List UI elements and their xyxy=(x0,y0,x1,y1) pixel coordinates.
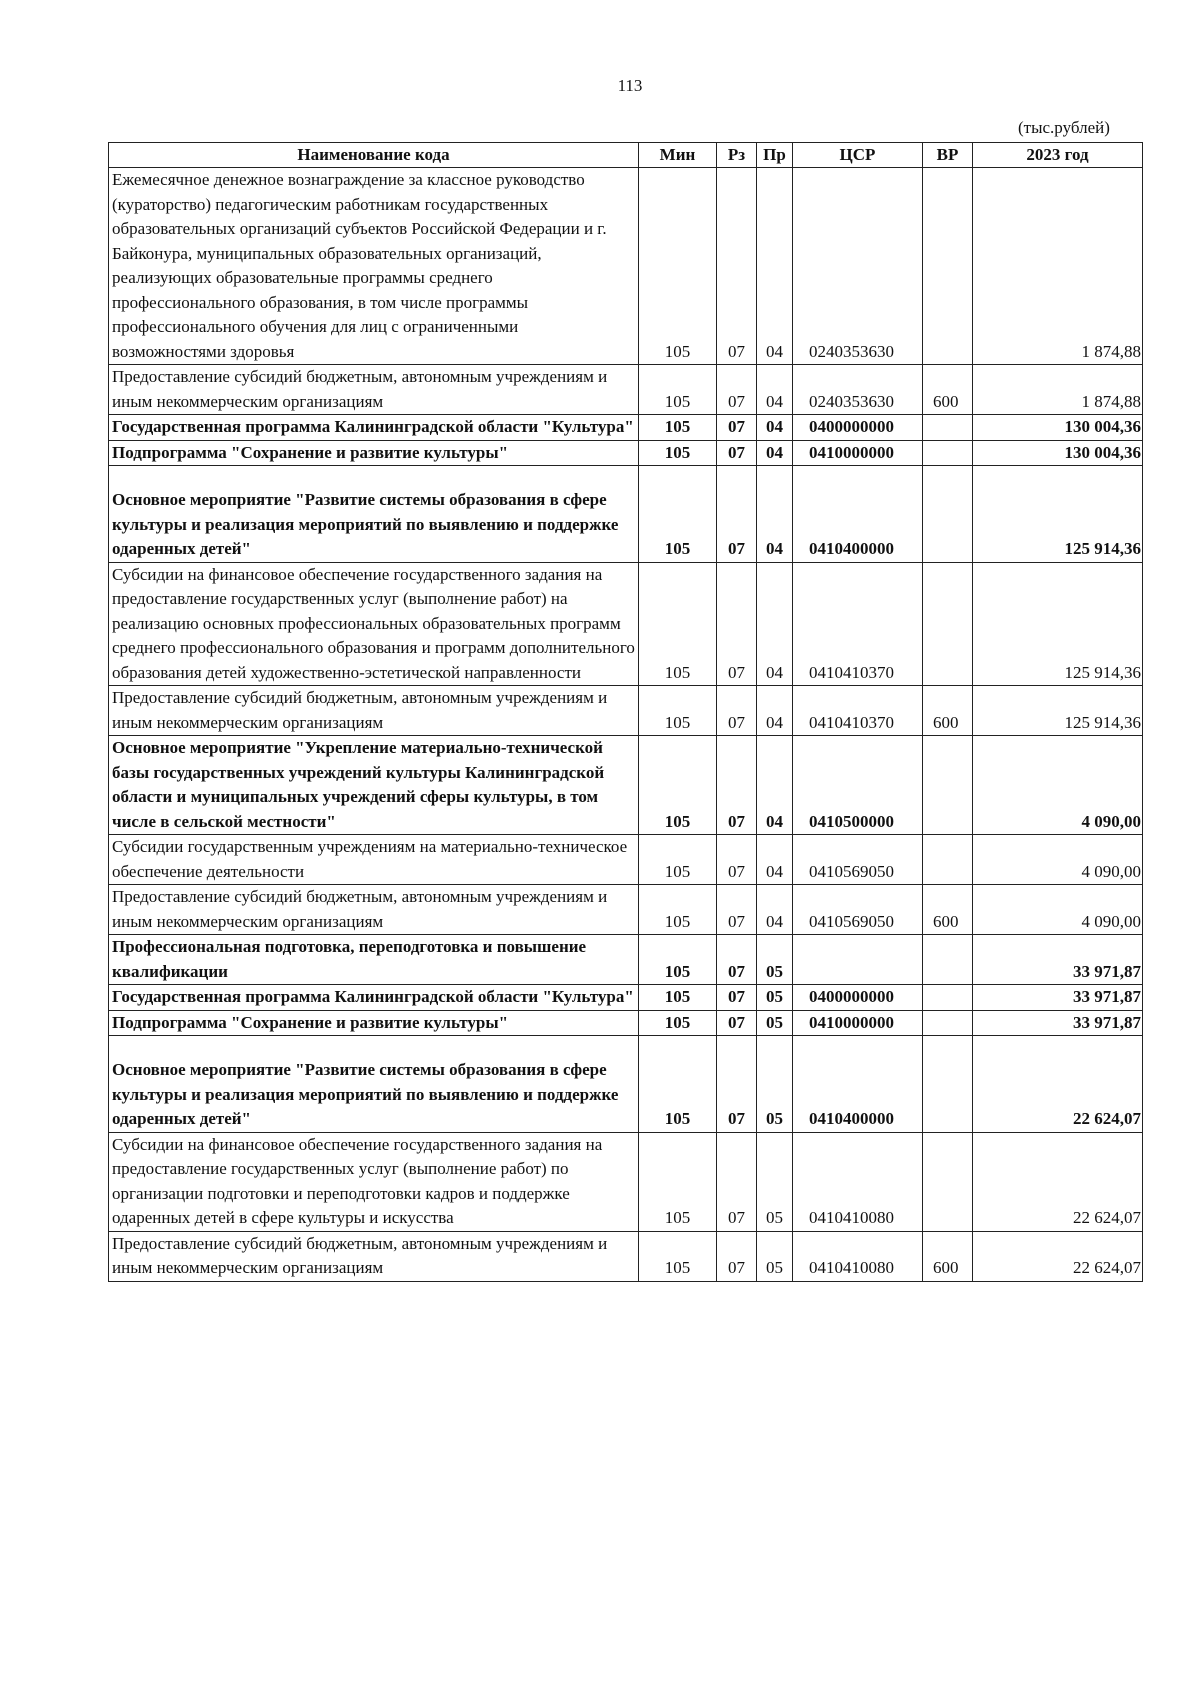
cell-min: 105 xyxy=(639,686,717,736)
page-number: 113 xyxy=(617,76,643,95)
cell-vr xyxy=(923,985,973,1011)
cell-name: Предоставление субсидий бюджетным, автономным учреждениям и иным некоммерческим организациям xyxy=(109,885,639,935)
cell-sum: 33 971,87 xyxy=(973,1010,1143,1036)
cell-sum: 125 914,36 xyxy=(973,466,1143,563)
cell-min: 105 xyxy=(639,835,717,885)
cell-rz: 07 xyxy=(717,1132,757,1231)
cell-rz: 07 xyxy=(717,1036,757,1133)
cell-csr: 0410500000 xyxy=(793,736,923,835)
cell-csr: 0240353630 xyxy=(793,365,923,415)
cell-pr: 05 xyxy=(757,1036,793,1133)
cell-min: 105 xyxy=(639,1010,717,1036)
table-row xyxy=(109,1231,1143,1281)
cell-pr: 04 xyxy=(757,885,793,935)
cell-min: 105 xyxy=(639,466,717,563)
cell-name: Государственная программа Калининградской области "Культура" xyxy=(109,415,639,441)
cell-min: 105 xyxy=(639,365,717,415)
cell-name: Субсидии на финансовое обеспечение государственного задания на предоставление государственных услуг (выполнение работ) на реализацию основных профессиональных образовательных программ среднего профессионального образования и программ дополнительного образования детей художественно-эстетической направленности xyxy=(109,562,639,686)
table-row xyxy=(109,466,1143,563)
cell-min: 105 xyxy=(639,935,717,985)
cell-name: Предоставление субсидий бюджетным, автономным учреждениям и иным некоммерческим организациям xyxy=(109,686,639,736)
cell-min: 105 xyxy=(639,415,717,441)
cell-csr: 0240353630 xyxy=(793,168,923,365)
cell-min: 105 xyxy=(639,1132,717,1231)
cell-vr xyxy=(923,1132,973,1231)
cell-name: Государственная программа Калининградской области "Культура" xyxy=(109,985,639,1011)
cell-name: Ежемесячное денежное вознаграждение за классное руководство (кураторство) педагогическим работникам государственных образовательных организаций субъектов Российской Федерации и г. Байконура, муниципальных образовательных организаций, реализующих образовательные программы среднего профессионального образования, в том числе программы профессионального обучения для лиц с ограниченными возможностями здоровья xyxy=(109,168,639,365)
cell-name: Субсидии государственным учреждениям на материально-техническое обеспечение деятельности xyxy=(109,835,639,885)
table-row xyxy=(109,1010,1143,1036)
cell-min: 105 xyxy=(639,985,717,1011)
cell-sum: 33 971,87 xyxy=(973,935,1143,985)
cell-rz: 07 xyxy=(717,985,757,1011)
table-row xyxy=(109,935,1143,985)
header-min: Мин xyxy=(639,143,717,168)
table-row xyxy=(109,168,1143,365)
cell-min: 105 xyxy=(639,736,717,835)
table-row xyxy=(109,415,1143,441)
cell-sum: 130 004,36 xyxy=(973,415,1143,441)
table-body xyxy=(109,168,1143,1282)
cell-rz: 07 xyxy=(717,562,757,686)
table-row xyxy=(109,1132,1143,1231)
cell-vr xyxy=(923,736,973,835)
header-pr: Пр xyxy=(757,143,793,168)
cell-sum: 125 914,36 xyxy=(973,562,1143,686)
cell-csr: 0410410370 xyxy=(793,562,923,686)
cell-name: Основное мероприятие "Укрепление материально-технической базы государственных учреждений культуры Калининградской области и муниципальных учреждений сферы культуры, в том числе в сельской местности" xyxy=(109,736,639,835)
cell-vr: 600 xyxy=(923,885,973,935)
cell-vr: 600 xyxy=(923,1231,973,1281)
cell-csr: 0410569050 xyxy=(793,885,923,935)
cell-csr: 0410569050 xyxy=(793,835,923,885)
cell-sum: 4 090,00 xyxy=(973,835,1143,885)
cell-pr: 05 xyxy=(757,985,793,1011)
cell-sum: 22 624,07 xyxy=(973,1231,1143,1281)
cell-pr: 05 xyxy=(757,935,793,985)
cell-csr: 0400000000 xyxy=(793,415,923,441)
header-csr: ЦСР xyxy=(793,143,923,168)
cell-pr: 04 xyxy=(757,562,793,686)
table-header-row xyxy=(109,143,1143,168)
header-vr: ВР xyxy=(923,143,973,168)
cell-rz: 07 xyxy=(717,466,757,563)
table-row xyxy=(109,440,1143,466)
cell-name: Субсидии на финансовое обеспечение государственного задания на предоставление государственных услуг (выполнение работ) по организации подготовки и переподготовки кадров и поддержке одаренных детей в сфере культуры и искусства xyxy=(109,1132,639,1231)
cell-min: 105 xyxy=(639,168,717,365)
cell-vr xyxy=(923,1010,973,1036)
cell-pr: 04 xyxy=(757,736,793,835)
cell-csr: 0410400000 xyxy=(793,466,923,563)
cell-rz: 07 xyxy=(717,686,757,736)
cell-csr: 0410410080 xyxy=(793,1231,923,1281)
cell-sum: 33 971,87 xyxy=(973,985,1143,1011)
cell-pr: 05 xyxy=(757,1231,793,1281)
cell-csr: 0410400000 xyxy=(793,1036,923,1133)
cell-vr xyxy=(923,466,973,563)
cell-min: 105 xyxy=(639,1231,717,1281)
cell-pr: 05 xyxy=(757,1132,793,1231)
cell-name: Основное мероприятие "Развитие системы образования в сфере культуры и реализация мероприятий по выявлению и поддержке одаренных детей" xyxy=(109,466,639,563)
table-row xyxy=(109,885,1143,935)
cell-rz: 07 xyxy=(717,1231,757,1281)
cell-name: Предоставление субсидий бюджетным, автономным учреждениям и иным некоммерческим организациям xyxy=(109,365,639,415)
table-row xyxy=(109,365,1143,415)
cell-vr xyxy=(923,1036,973,1133)
cell-rz: 07 xyxy=(717,736,757,835)
cell-sum: 22 624,07 xyxy=(973,1132,1143,1231)
header-sum: 2023 год xyxy=(973,143,1143,168)
cell-rz: 07 xyxy=(717,365,757,415)
cell-vr xyxy=(923,440,973,466)
cell-sum: 4 090,00 xyxy=(973,736,1143,835)
cell-csr: 0410000000 xyxy=(793,1010,923,1036)
cell-rz: 07 xyxy=(717,835,757,885)
table-row xyxy=(109,686,1143,736)
units-label: (тыс.рублей) xyxy=(1018,118,1110,137)
cell-rz: 07 xyxy=(717,168,757,365)
cell-vr xyxy=(923,835,973,885)
cell-min: 105 xyxy=(639,562,717,686)
cell-pr: 04 xyxy=(757,835,793,885)
cell-sum: 1 874,88 xyxy=(973,365,1143,415)
cell-csr: 0410410080 xyxy=(793,1132,923,1231)
table-row xyxy=(109,736,1143,835)
header-name: Наименование кода xyxy=(109,143,639,168)
cell-sum: 1 874,88 xyxy=(973,168,1143,365)
cell-pr: 04 xyxy=(757,168,793,365)
cell-name: Подпрограмма "Сохранение и развитие культуры" xyxy=(109,1010,639,1036)
cell-min: 105 xyxy=(639,1036,717,1133)
cell-pr: 04 xyxy=(757,686,793,736)
cell-vr xyxy=(923,935,973,985)
cell-rz: 07 xyxy=(717,935,757,985)
table-row xyxy=(109,1036,1143,1133)
cell-rz: 07 xyxy=(717,885,757,935)
cell-pr: 04 xyxy=(757,415,793,441)
cell-name: Предоставление субсидий бюджетным, автономным учреждениям и иным некоммерческим организациям xyxy=(109,1231,639,1281)
cell-vr xyxy=(923,562,973,686)
cell-name: Профессиональная подготовка, переподготовка и повышение квалификации xyxy=(109,935,639,985)
cell-csr: 0400000000 xyxy=(793,985,923,1011)
cell-name: Основное мероприятие "Развитие системы образования в сфере культуры и реализация мероприятий по выявлению и поддержке одаренных детей" xyxy=(109,1036,639,1133)
table-row xyxy=(109,985,1143,1011)
cell-rz: 07 xyxy=(717,1010,757,1036)
cell-vr xyxy=(923,168,973,365)
cell-vr: 600 xyxy=(923,686,973,736)
cell-sum: 130 004,36 xyxy=(973,440,1143,466)
cell-csr xyxy=(793,935,923,985)
cell-name: Подпрограмма "Сохранение и развитие культуры" xyxy=(109,440,639,466)
cell-sum: 125 914,36 xyxy=(973,686,1143,736)
cell-vr xyxy=(923,415,973,441)
cell-sum: 22 624,07 xyxy=(973,1036,1143,1133)
cell-min: 105 xyxy=(639,885,717,935)
header-rz: Рз xyxy=(717,143,757,168)
cell-pr: 05 xyxy=(757,1010,793,1036)
cell-pr: 04 xyxy=(757,440,793,466)
cell-min: 105 xyxy=(639,440,717,466)
cell-rz: 07 xyxy=(717,415,757,441)
cell-csr: 0410410370 xyxy=(793,686,923,736)
cell-pr: 04 xyxy=(757,365,793,415)
cell-sum: 4 090,00 xyxy=(973,885,1143,935)
cell-rz: 07 xyxy=(717,440,757,466)
cell-vr: 600 xyxy=(923,365,973,415)
budget-table xyxy=(108,142,1143,1282)
table-row xyxy=(109,835,1143,885)
table-row xyxy=(109,562,1143,686)
cell-pr: 04 xyxy=(757,466,793,563)
cell-csr: 0410000000 xyxy=(793,440,923,466)
